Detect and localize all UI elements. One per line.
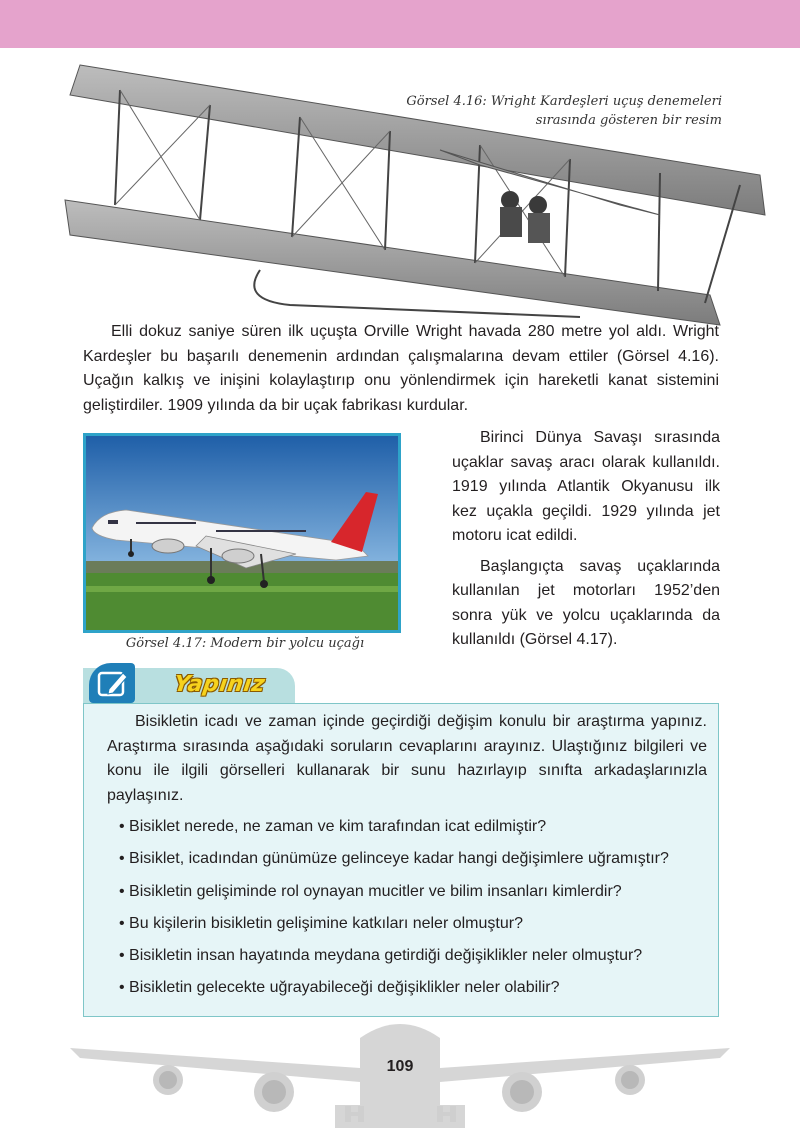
list-item: • Bisikletin insan hayatında meydana getirdiği değişiklikler neler olmuştur? (119, 947, 643, 965)
paragraph-wright-brothers: Elli dokuz saniye süren ilk uçuşta Orville Wright havada 280 metre yol aldı. Wright Kardeşler bu başarılı denemenin ardından çalışmalarına devam ettiler (Görsel 4.16). Uçağın kalkış ve inişini kolaylaştırıp onu yönlendirmek için hareketli kanat sistemini geliştirdiler. 1909 yılında da bir uçak fabrikası kurdular. (83, 323, 719, 414)
list-item: • Bu kişilerin bisikletin gelişimine katkıları neler olmuştur? (119, 914, 523, 932)
photo-caption-line: Görsel 4.16: Wright Kardeşleri uçuş denemeleri (406, 94, 722, 109)
paragraph-jet-engines: Başlangıçta savaş uçaklarında kullanılan jet motorları 1952’den sonra yük ve yolcu uçaklarında da kullanıldı (Görsel 4.17). (452, 557, 720, 648)
list-item: • Bisiklet, icadından günümüze gelinceye kadar hangi değişimlere uğramıştır? (119, 850, 669, 868)
list-item: • Bisiklet nerede, ne zaman ve kim tarafından icat edilmiştir? (119, 818, 547, 835)
list-item: • Bisikletin gelişiminde rol oynayan mucitler ve bilim insanları kimlerdir? (119, 882, 622, 900)
activity-title: Yapınız (172, 672, 267, 697)
top-color-band (0, 0, 800, 48)
pencil-notebook-icon (89, 663, 135, 703)
photo-caption-line: sırasında gösteren bir resim (535, 113, 722, 128)
photo-caption-4-16 (362, 92, 722, 130)
list-item: • Bisikletin gelecekte uğrayabileceği değişiklikler neler olabilir? (119, 979, 560, 997)
right-column-text (452, 426, 720, 659)
page-number: 109 (386, 1058, 414, 1075)
modern-airliner-photo (83, 433, 401, 633)
activity-intro: Bisikletin icadı ve zaman içinde geçirdiği değişim konulu bir araştırma yapınız. Araştırma sırasında aşağıdaki soruların cevaplarını arayınız. Ulaştığınız bilgileri ve konu ile ilgili görselleri kullanarak bir sunu hazırlayıp sınıfta arkadaşlarınızla paylaşınız. (107, 713, 707, 804)
paragraph-ww1: Birinci Dünya Savaşı sırasında uçaklar savaş aracı olarak kullanıldı. 1919 yılında Atlantik Okyanusu ilk kez uçakla geçildi. 1929 yılında jet motoru icat edildi. (452, 429, 720, 544)
photo-caption-4-17: Görsel 4.17: Modern bir yolcu uçağı (125, 636, 365, 651)
activity-question-list (119, 815, 719, 1009)
